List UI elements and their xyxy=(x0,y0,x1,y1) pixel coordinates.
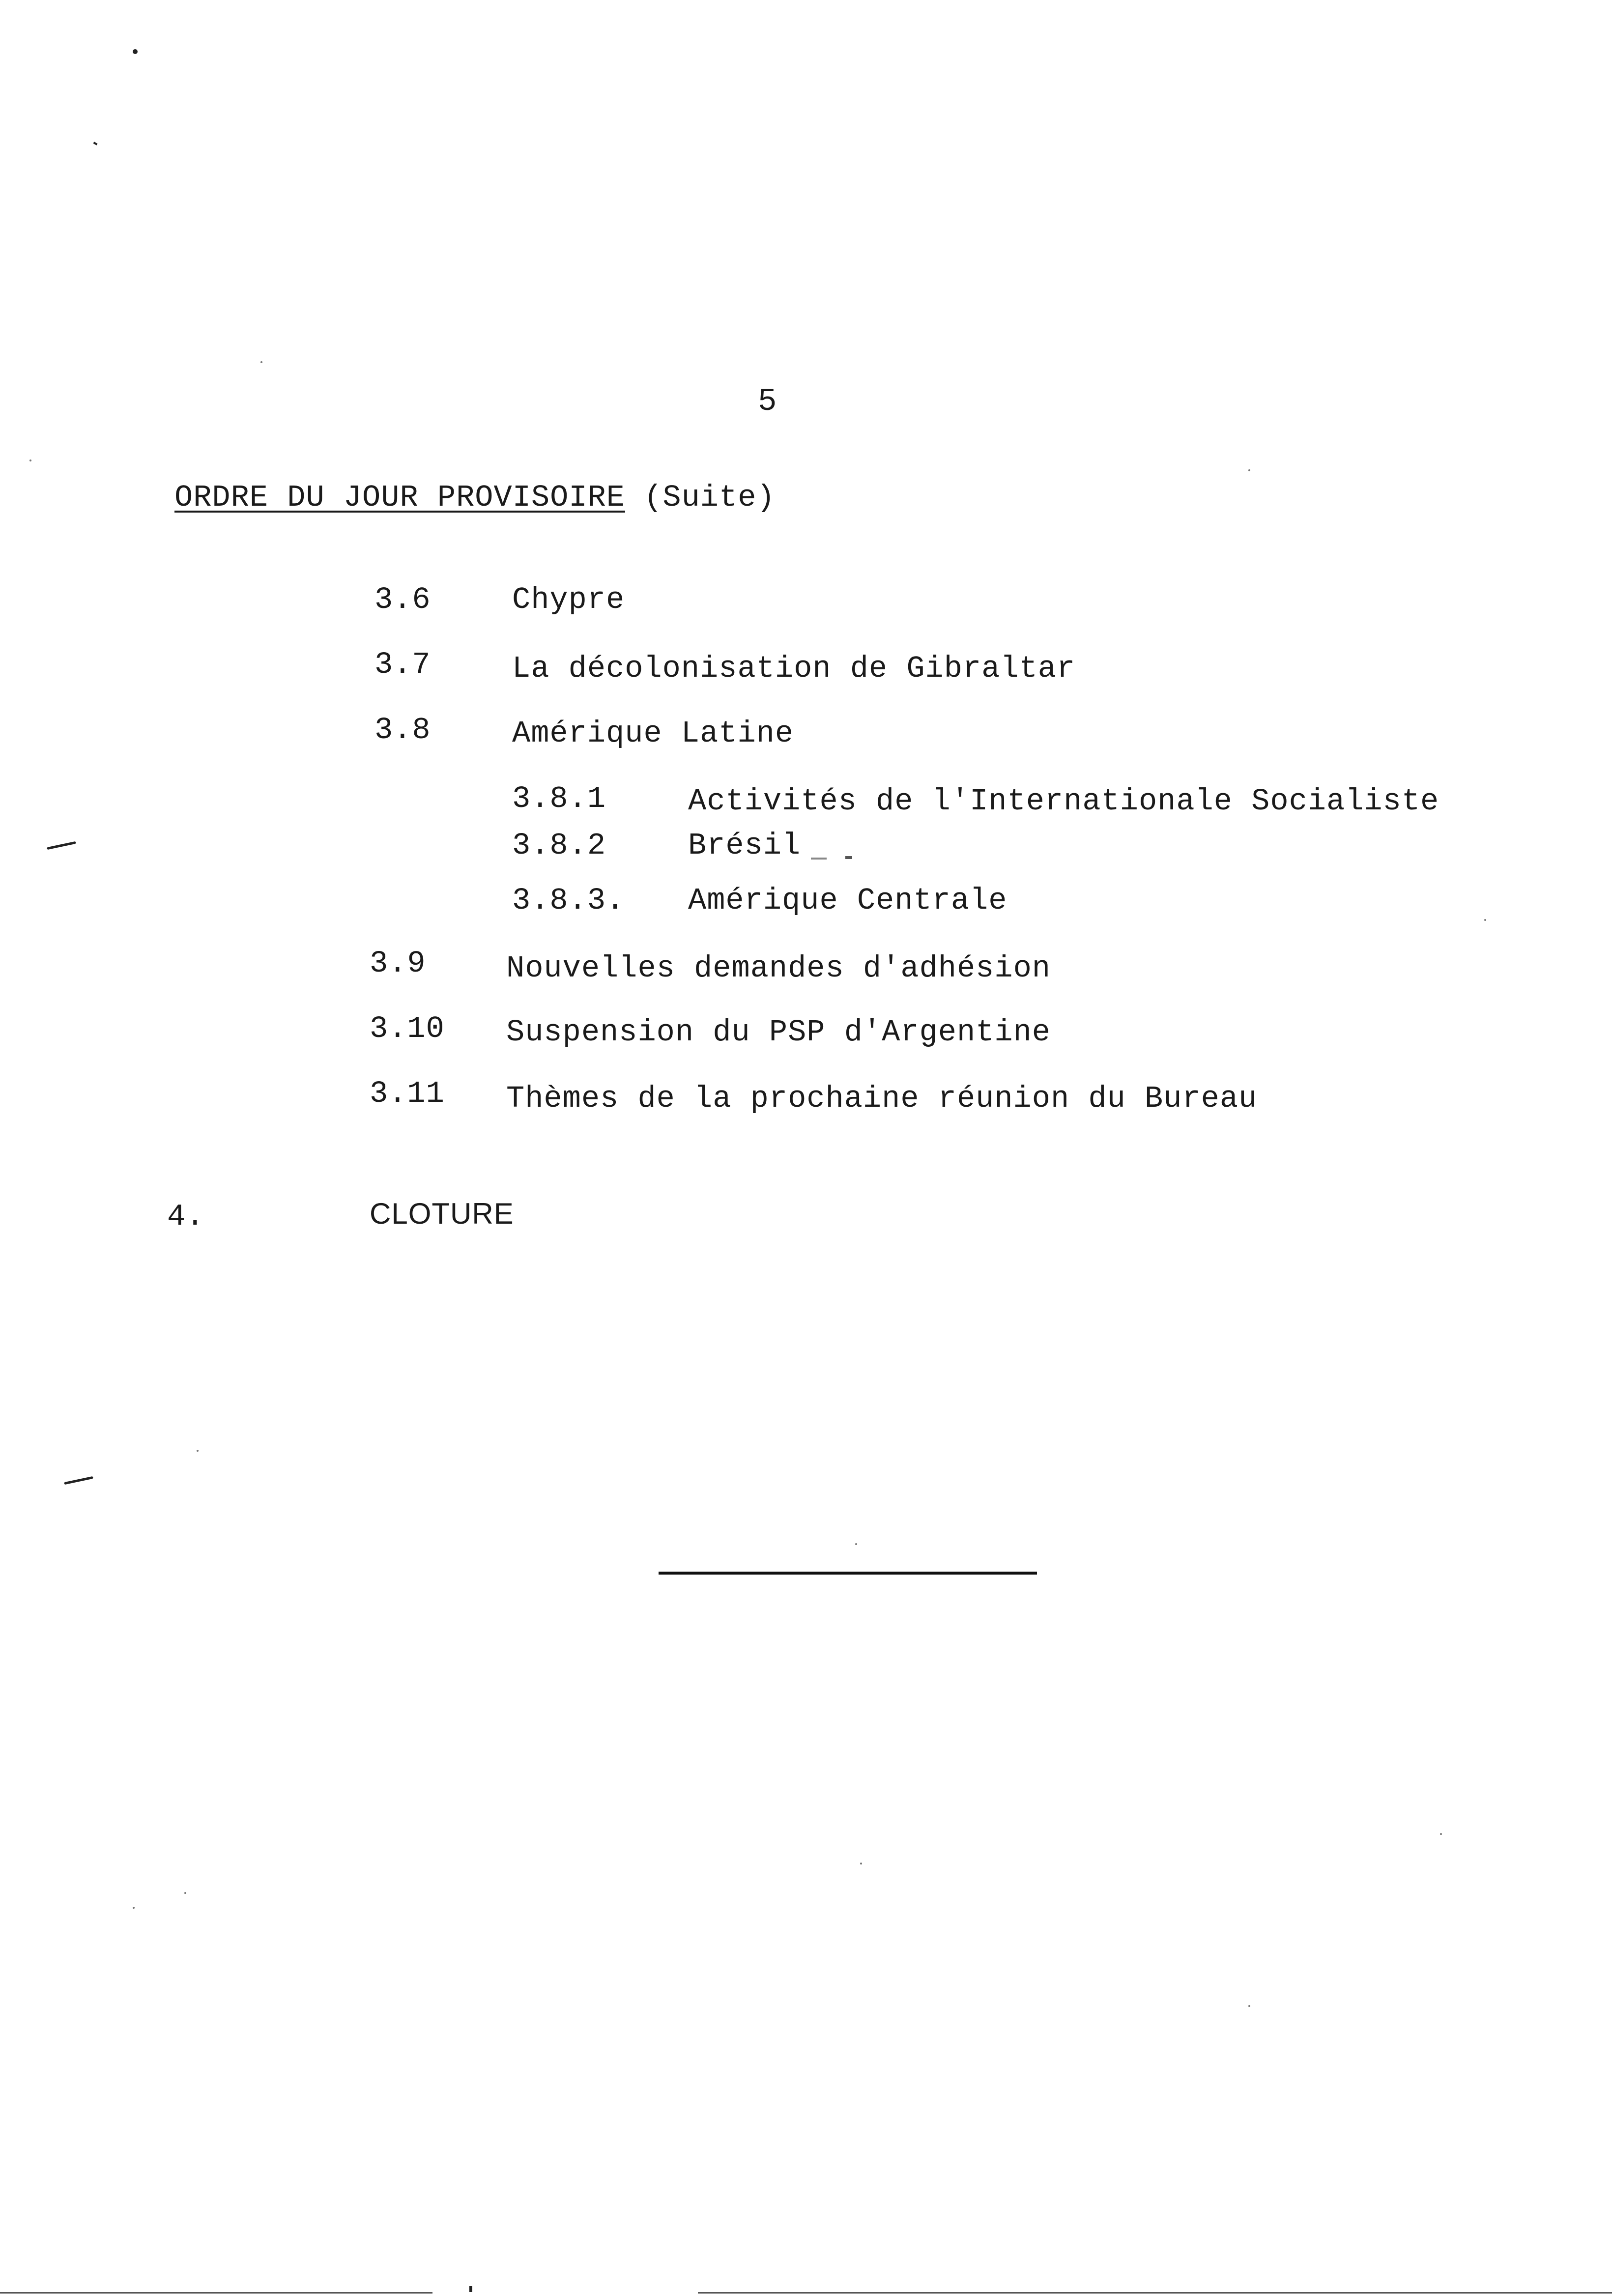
scan-speck xyxy=(133,49,138,54)
scan-speck xyxy=(811,858,827,860)
scan-speck xyxy=(1484,919,1486,921)
scan-speck xyxy=(93,142,98,145)
closing-label: CLOTURE xyxy=(370,1197,514,1230)
item-number: 3.8 xyxy=(374,713,431,747)
item-number: 3.9 xyxy=(370,946,426,981)
item-label: Chypre xyxy=(512,582,625,617)
scan-speck xyxy=(860,1863,862,1865)
subitem-number: 3.8.2 xyxy=(512,828,606,863)
item-number: 3.11 xyxy=(370,1076,445,1111)
heading-title: ORDRE DU JOUR PROVISOIRE xyxy=(174,480,625,515)
scan-speck xyxy=(260,361,262,363)
scan-speck xyxy=(855,1543,857,1545)
end-rule xyxy=(659,1572,1037,1575)
heading-suffix: (Suite) xyxy=(644,480,776,515)
item-label: Nouvelles demandes d'adhésion xyxy=(506,951,1051,986)
scan-speck xyxy=(133,1907,135,1909)
page-number: 5 xyxy=(758,384,777,420)
margin-mark xyxy=(47,841,76,850)
subitem-label: Brésil xyxy=(688,828,801,863)
scan-speck xyxy=(1248,2005,1250,2007)
scan-speck xyxy=(197,1450,199,1452)
item-label: Thèmes de la prochaine réunion du Bureau xyxy=(506,1081,1258,1116)
scan-speck xyxy=(29,459,31,461)
scan-bottom-edge xyxy=(0,2292,432,2294)
closing-number: 4. xyxy=(167,1199,205,1234)
subitem-label: Amérique Centrale xyxy=(688,883,1008,918)
item-number: 3.7 xyxy=(374,647,431,682)
scan-bottom-edge xyxy=(698,2292,1612,2294)
subitem-label: Activités de l'Internationale Socialiste xyxy=(688,784,1439,819)
scan-speck xyxy=(845,856,852,859)
item-number: 3.6 xyxy=(374,582,431,617)
subitem-number: 3.8.3. xyxy=(512,883,625,918)
item-label: Suspension du PSP d'Argentine xyxy=(506,1015,1051,1050)
scan-speck xyxy=(469,2286,472,2292)
section-heading xyxy=(174,480,776,515)
item-number: 3.10 xyxy=(370,1011,445,1046)
scan-speck xyxy=(1440,1833,1442,1835)
item-label: Amérique Latine xyxy=(512,716,794,751)
scan-speck xyxy=(1248,469,1250,471)
scan-speck xyxy=(184,1892,186,1894)
subitem-number: 3.8.1 xyxy=(512,781,606,816)
margin-mark xyxy=(64,1476,93,1485)
item-label: La décolonisation de Gibraltar xyxy=(512,651,1076,686)
